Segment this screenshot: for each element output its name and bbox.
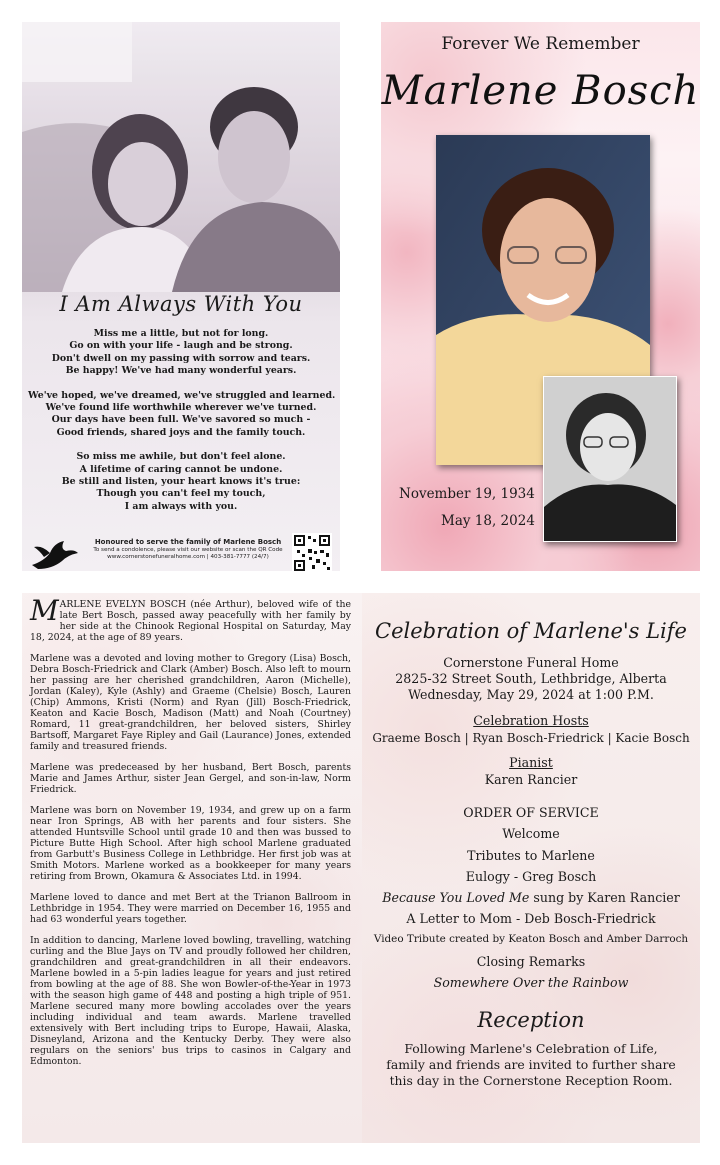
obituary-paragraph: Marlene was born on November 19, 1934, and grew up on a farm near Iron Springs, AB with her parents and four sisters. She attended Huntsville School until grade 10 and then was bussed to Picture Butte High School. After high school Marlene graduated from Garbutt's Business College in Lethbridge. Her first job was at Smith Motors. Marlene worked as a bookkeeper for many years retiring from Brown, Okamura & Associates Ltd. in 1994. (30, 805, 351, 882)
service-address: 2825-32 Street South, Lethbridge, Alberta (395, 671, 667, 686)
poem-line: Be happy! We've had many wonderful years. (65, 365, 297, 377)
order-item-eulogy: Eulogy - Greg Bosch (465, 869, 597, 884)
poem-line: Be still and listen, your heart knows it's true: (61, 476, 301, 488)
deceased-name: Marlene Bosch (381, 68, 700, 114)
service-datetime: Wednesday, May 29, 2024 at 1:00 P.M. (408, 687, 654, 702)
order-item-song-closing: Somewhere Over the Rainbow (433, 975, 629, 990)
poem-line: We've found life worthwhile wherever we've turned. (45, 402, 317, 414)
back-cover-panel (22, 22, 340, 571)
reception-line: Following Marlene's Celebration of Life, (404, 1041, 658, 1056)
poem-line: I am always with you. (124, 500, 238, 512)
footer-contact: www.cornerstonefuneralhome.com | 403-381-7777 (24/7) (107, 554, 269, 561)
poem-line: Though you can't feel my touch, (96, 488, 266, 500)
song-performer: sung by Karen Rancier (529, 890, 680, 905)
obituary-paragraph: Marlene was predeceased by her husband, Bert Bosch, parents Marie and James Arthur, sister Jean Gergel, and son-in-law, Norm Friedrick. (30, 762, 351, 795)
obituary-opening: ARLENE EVELYN BOSCH (née Arthur), beloved wife of the late Bert Bosch, passed away peacefully with her family by her side at the Chinook Regional Hospital on Saturday, May 18, 2024, at the age of 89 years. (30, 599, 351, 643)
funeral-home-footer (30, 537, 332, 569)
order-item-video: Video Tribute created by Keaton Bosch and Amber Darroch (373, 933, 689, 945)
dove-logo-icon (30, 539, 80, 571)
service-title: Celebration of Marlene's Life (375, 619, 687, 643)
obituary-paragraph (30, 594, 351, 643)
poem-line: We've hoped, we've dreamed, we've struggled and learned. (28, 389, 336, 401)
qr-code-icon[interactable] (292, 533, 332, 571)
reception-line: this day in the Cornerstone Reception Room. (389, 1073, 673, 1088)
poem-stanza (28, 390, 334, 440)
poem-line: Don't dwell on my passing with sorrow and tears. (51, 352, 311, 364)
reception-title: Reception (477, 1008, 585, 1032)
footer-condolence: To send a condolence, please visit our website or scan the QR Code (93, 547, 283, 553)
order-item-closing: Closing Remarks (476, 954, 586, 969)
order-item-song (362, 890, 700, 905)
order-item-tributes: Tributes to Marlene (467, 848, 595, 863)
obituary-paragraph: Marlene was a devoted and loving mother to Gregory (Lisa) Bosch, Debra Bosch-Friedrick and Clark (Amber) Bosch. Also left to mourn her passing are her cherished grandchildren, Aaron (Michelle), Jordan (Kaley), Kyle (Ashly) and Graeme (Chelsie) Bosch, Lauren (Chip) Ammons, Kristi (Norm) and Ryan (Jill) Bosch-Friedrick, Keaton and Kacie Bosch, Madison (Matt) and Noah (Courtney) Romard, 11 great-grandchildren, her beloved sisters, Shirley Bartsoff, Margaret Faye Ripley and Gail (Laurance) Jones, extended family and treasured friends. (30, 653, 351, 752)
poem-stanza (28, 451, 334, 513)
hosts-heading: Celebration Hosts (473, 713, 589, 728)
order-heading: ORDER OF SERVICE (463, 805, 599, 820)
poem-line: A lifetime of caring cannot be undone. (79, 463, 283, 475)
obituary-paragraph: Marlene loved to dance and met Bert at the Trianon Ballroom in Lethbridge in 1954. They were married on December 16, 1955 and had 63 wonderful years together. (30, 892, 351, 925)
front-cover-panel (381, 22, 700, 571)
reception-line: family and friends are invited to further share (386, 1057, 676, 1072)
poem-line: So miss me awhile, but don't feel alone. (76, 451, 286, 463)
pianist-name: Karen Rancier (484, 772, 578, 787)
obituary-panel (22, 593, 362, 1143)
couple-photo (22, 22, 340, 292)
song-title: Because You Loved Me (382, 890, 530, 905)
order-item-welcome: Welcome (502, 826, 560, 841)
service-venue: Cornerstone Funeral Home (443, 655, 619, 670)
order-item-letter: A Letter to Mom - Deb Bosch-Friedrick (406, 911, 656, 926)
footer-honour: Honoured to serve the family of Marlene Bosch (94, 538, 282, 546)
poem-line: Our days have been full. We've savored so much - (51, 414, 311, 426)
obituary-text (30, 594, 351, 1077)
poem-stanza (28, 328, 334, 378)
hosts-names: Graeme Bosch | Ryan Bosch-Friedrick | Kacie Bosch (372, 731, 690, 745)
pianist-heading: Pianist (509, 755, 553, 770)
poem-line: Go on with your life - laugh and be strong. (69, 340, 293, 352)
poem-line: Good friends, shared joys and the family touch. (56, 426, 306, 438)
dropcap: M (30, 594, 59, 627)
poem-line: Miss me a little, but not for long. (93, 328, 269, 339)
poem-title: I Am Always With You (59, 292, 303, 316)
service-panel (362, 593, 700, 1143)
footer-text (84, 537, 292, 562)
poem (28, 328, 334, 525)
obituary-paragraph: In addition to dancing, Marlene loved bowling, travelling, watching curling and the Blue Jays on TV and proudly followed her children, grandchildren and great-grandchildren in all their endeavors. Marlene bowled in a 5-pin ladies league for years and just retired from bowling at the age of 88. She won Bowler-of-the-Year in 1973 with the season high game of 448 and posting a high triple of 951. Marlene secured many more bowling accolades over the years including individual and team awards. Marlene travelled extensively with Bert including trips to Europe, Hawaii, Alaska, Disneyland, Arizona and the Kentucky Derby. They were also regulars on the seniors' bus trips to casinos in Calgary and Edmonton. (30, 935, 351, 1067)
front-kicker: Forever We Remember (441, 34, 640, 54)
young-portrait-photo (543, 376, 677, 542)
death-date: May 18, 2024 (441, 513, 535, 529)
birth-date: November 19, 1934 (399, 486, 535, 502)
